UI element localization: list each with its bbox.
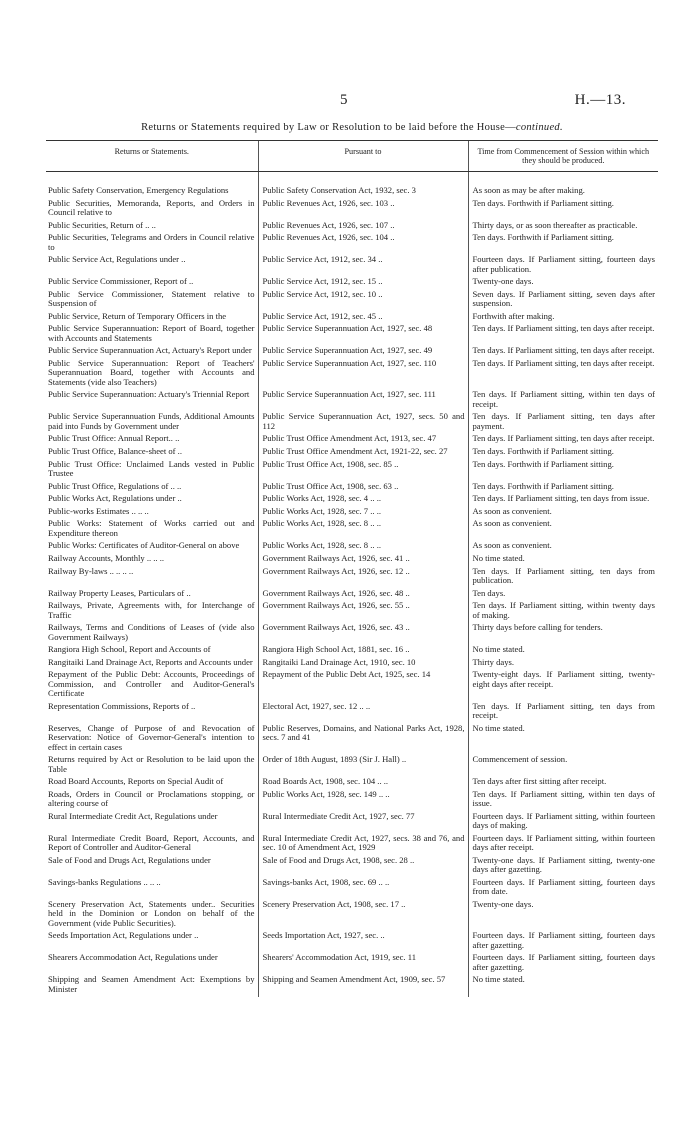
pursuant-cell: Public Service Act, 1912, sec. 15 .. (258, 277, 468, 290)
pursuant-cell: Government Railways Act, 1926, sec. 41 .. (258, 554, 468, 567)
time-cell: Ten days. (468, 589, 658, 602)
time-cell: Ten days. Forthwith if Parliament sitting. (468, 460, 658, 482)
table-row (46, 755, 658, 777)
time-cell: Ten days. If Parliament sitting, ten days from receipt. (468, 702, 658, 724)
return-cell: Public Service Superannuation: Actuary's Triennial Report (48, 389, 250, 400)
pursuant-cell: Public Reserves, Domains, and National Parks Act, 1928, secs. 7 and 41 (258, 724, 468, 755)
time-cell: No time stated. (468, 724, 658, 755)
table-row (46, 777, 658, 790)
time-cell: Ten days. Forthwith if Parliament sitting. (468, 482, 658, 495)
pursuant-cell: Rural Intermediate Credit Act, 1927, secs. 38 and 76, and sec. 10 of Amendment Act, 1929 (258, 834, 468, 856)
table-row (46, 255, 658, 277)
table-row (46, 790, 658, 812)
pursuant-cell: Public Service Act, 1912, sec. 10 .. (258, 290, 468, 312)
pursuant-cell: Rural Intermediate Credit Act, 1927, sec. 77 (258, 812, 468, 834)
time-cell: Forthwith after making. (468, 312, 658, 325)
time-cell: Ten days. If Parliament sitting, within twenty days of making. (468, 601, 658, 623)
return-cell: Public Service Commissioner, Statement relative to Suspension of (48, 288, 255, 309)
return-cell: Roads, Orders in Council or Proclamations stopping, or altering course of (48, 788, 255, 809)
return-cell: Railways, Terms and Conditions of Leases of (vide also Government Railways) (48, 622, 255, 642)
return-cell: Shipping and Seamen Amendment Act: Exemptions by Minister (48, 974, 255, 994)
table-row (46, 900, 658, 931)
time-cell: Fourteen days. If Parliament sitting, within fourteen days of making. (468, 812, 658, 834)
table-title-main: Returns or Statements required by Law or Resolution to be laid before the House— (141, 122, 516, 133)
returns-table (46, 140, 658, 997)
pursuant-cell: Seeds Importation Act, 1927, sec. .. (258, 931, 468, 953)
time-cell: Ten days. If Parliament sitting, ten days after payment. (468, 412, 658, 434)
return-cell: Returns required by Act or Resolution to be laid upon the Table (48, 754, 255, 774)
return-cell: Rural Intermediate Credit Board, Report, Accounts, and Report of Controller and Auditor-General (48, 832, 255, 853)
table-row (46, 601, 658, 623)
pursuant-cell: Government Railways Act, 1926, sec. 48 .. (258, 589, 468, 602)
table-row (46, 724, 658, 755)
pursuant-cell: Rangiora High School Act, 1881, sec. 16 .. (258, 645, 468, 658)
time-cell: Fourteen days. If Parliament sitting, fourteen days after gazetting. (468, 931, 658, 953)
time-cell: Thirty days, or as soon thereafter as practicable. (468, 221, 658, 234)
pursuant-cell: Public Safety Conservation Act, 1932, sec. 3 (258, 172, 468, 199)
time-cell: No time stated. (468, 645, 658, 658)
time-cell: As soon as convenient. (468, 519, 658, 541)
time-cell: Ten days. Forthwith if Parliament sitting. (468, 447, 658, 460)
time-cell: Ten days. Forthwith if Parliament sitting. (468, 199, 658, 221)
page-header (0, 92, 700, 114)
time-cell: Ten days after first sitting after receipt. (468, 777, 658, 790)
table-row (46, 567, 658, 589)
time-cell: Ten days. If Parliament sitting, ten days after receipt. (468, 434, 658, 447)
table-row (46, 359, 658, 390)
table-row (46, 856, 658, 878)
pursuant-cell: Scenery Preservation Act, 1908, sec. 17 .. (258, 900, 468, 931)
time-cell: No time stated. (468, 554, 658, 567)
pursuant-cell: Public Revenues Act, 1926, sec. 103 .. (258, 199, 468, 221)
time-cell: As soon as convenient. (468, 541, 658, 554)
table-row (46, 812, 658, 834)
time-cell: Fourteen days. If Parliament sitting, fourteen days after publication. (468, 255, 658, 277)
pursuant-cell: Government Railways Act, 1926, sec. 55 .. (258, 601, 468, 623)
return-cell: Public Trust Office, Regulations of .. .. (48, 480, 182, 491)
table-row (46, 447, 658, 460)
table-title (46, 122, 658, 133)
time-cell: Twenty-one days. (468, 277, 658, 290)
return-cell: Rangiora High School, Report and Accounts of (48, 644, 211, 655)
column-header-returns: Returns or Statements. (46, 141, 258, 172)
time-cell: Twenty-one days. (468, 900, 658, 931)
pursuant-cell: Rangitaiki Land Drainage Act, 1910, sec. 10 (258, 658, 468, 671)
pursuant-cell: Sale of Food and Drugs Act, 1908, sec. 28 .. (258, 856, 468, 878)
table-row (46, 460, 658, 482)
time-cell: Ten days. Forthwith if Parliament sitting. (468, 233, 658, 255)
return-cell: Repayment of the Public Debt: Accounts, Proceedings of Commission, and Controller and Auditor-General's Certificate (48, 669, 255, 699)
table-row (46, 931, 658, 953)
return-cell: Public Service Superannuation Act, Actuary's Report under (48, 345, 252, 356)
pursuant-cell: Savings-banks Act, 1908, sec. 69 .. .. (258, 878, 468, 900)
pursuant-cell: Public Trust Office Amendment Act, 1921-22, sec. 27 (258, 447, 468, 460)
table-row (46, 290, 658, 312)
return-cell: Public Trust Office: Unclaimed Lands vested in Public Trustee (48, 458, 255, 478)
return-cell: Public Securities, Return of .. .. (48, 219, 156, 230)
pursuant-cell: Road Boards Act, 1908, sec. 104 .. .. (258, 777, 468, 790)
time-cell: Fourteen days. If Parliament sitting, fourteen days from date. (468, 878, 658, 900)
return-cell: Public Securities, Telegrams and Orders in Council relative to (48, 232, 255, 252)
time-cell: Twenty-eight days. If Parliament sitting, twenty-eight days after receipt. (468, 670, 658, 701)
time-cell: Commencement of session. (468, 755, 658, 777)
return-cell: Public Service Superannuation: Report of Board, together with Accounts and Statements (48, 323, 255, 343)
return-cell: Railway Accounts, Monthly .. .. .. (48, 552, 165, 563)
time-cell: Ten days. If Parliament sitting, within ten days of issue. (468, 790, 658, 812)
pursuant-cell: Public Trust Office Act, 1908, sec. 85 .. (258, 460, 468, 482)
pursuant-cell: Public Trust Office Act, 1908, sec. 63 .. (258, 482, 468, 495)
pursuant-cell: Public Works Act, 1928, sec. 149 .. .. (258, 790, 468, 812)
pursuant-cell: Government Railways Act, 1926, sec. 43 .. (258, 623, 468, 645)
table-row (46, 233, 658, 255)
pursuant-cell: Public Revenues Act, 1926, sec. 104 .. (258, 233, 468, 255)
return-cell: Railway By-laws .. .. .. .. (48, 565, 134, 576)
table-row (46, 519, 658, 541)
column-header-time: Time from Commencement of Session within which they should be produced. (468, 141, 658, 172)
time-cell: Ten days. If Parliament sitting, ten days from publication. (468, 567, 658, 589)
table-row (46, 390, 658, 412)
pursuant-cell: Public Works Act, 1928, sec. 7 .. .. (258, 507, 468, 520)
table-row (46, 645, 658, 658)
time-cell: Fourteen days. If Parliament sitting, fourteen days after gazetting. (468, 953, 658, 975)
time-cell: Thirty days before calling for tenders. (468, 623, 658, 645)
pursuant-cell: Public Trust Office Amendment Act, 1913, sec. 47 (258, 434, 468, 447)
pursuant-cell: Public Service Superannuation Act, 1927, sec. 49 (258, 346, 468, 359)
return-cell: Representation Commissions, Reports of .. (48, 700, 196, 711)
table-row (46, 554, 658, 567)
pursuant-cell: Public Service Act, 1912, sec. 34 .. (258, 255, 468, 277)
return-cell: Public Service Commissioner, Report of .. (48, 276, 194, 287)
pursuant-cell: Public Service Superannuation Act, 1927, sec. 48 (258, 324, 468, 346)
return-cell: Public Trust Office, Balance-sheet of .. (48, 445, 182, 456)
return-cell: Public Service, Return of Temporary Officers in the (48, 310, 227, 321)
return-cell: Seeds Importation Act, Regulations under .. (48, 930, 199, 941)
return-cell: Railway Property Leases, Particulars of .. (48, 587, 191, 598)
return-cell: Savings-banks Regulations .. .. .. (48, 876, 161, 887)
return-cell: Public Works: Certificates of Auditor-General on above (48, 540, 240, 551)
table-row (46, 412, 658, 434)
return-cell: Road Board Accounts, Reports on Special Audit of (48, 776, 224, 787)
table-row (46, 670, 658, 701)
return-cell: Public Works: Statement of Works carried out and Expenditure thereon (48, 518, 255, 538)
pursuant-cell: Public Service Superannuation Act, 1927, secs. 50 and 112 (258, 412, 468, 434)
return-cell: Rangitaiki Land Drainage Act, Reports and Accounts under (48, 656, 253, 667)
table-row (46, 702, 658, 724)
time-cell: Ten days. If Parliament sitting, ten days from issue. (468, 494, 658, 507)
pursuant-cell: Public Service Superannuation Act, 1927, sec. 111 (258, 390, 468, 412)
pursuant-cell: Shearers' Accommodation Act, 1919, sec. 11 (258, 953, 468, 975)
return-cell: Sale of Food and Drugs Act, Regulations under (48, 854, 211, 865)
time-cell: Thirty days. (468, 658, 658, 671)
time-cell: As soon as convenient. (468, 507, 658, 520)
time-cell: Ten days. If Parliament sitting, within ten days of receipt. (468, 390, 658, 412)
pursuant-cell: Public Works Act, 1928, sec. 8 .. .. (258, 519, 468, 541)
pursuant-cell: Public Service Superannuation Act, 1927, sec. 110 (258, 359, 468, 390)
return-cell: Public Securities, Memoranda, Reports, and Orders in Council relative to (48, 197, 255, 217)
time-cell: Seven days. If Parliament sitting, seven days after suspension. (468, 290, 658, 312)
table-row (46, 878, 658, 900)
table-row (46, 277, 658, 290)
time-cell: Fourteen days. If Parliament sitting, within fourteen days after receipt. (468, 834, 658, 856)
table-row (46, 494, 658, 507)
column-header-pursuant: Pursuant to (258, 141, 468, 172)
time-cell: Ten days. If Parliament sitting, ten days after receipt. (468, 346, 658, 359)
return-cell: Public Service Act, Regulations under .. (48, 254, 186, 265)
table-row (46, 975, 658, 997)
table-body (46, 172, 658, 998)
return-cell: Public Trust Office: Annual Report.. .. (48, 433, 180, 444)
return-cell: Railways, Private, Agreements with, for Interchange of Traffic (48, 600, 255, 620)
time-cell: Ten days. If Parliament sitting, ten days after receipt. (468, 359, 658, 390)
table-row (46, 172, 658, 199)
table-title-continued: continued. (515, 122, 563, 133)
return-cell: Rural Intermediate Credit Act, Regulations under (48, 810, 218, 821)
return-cell: Public Works Act, Regulations under .. (48, 493, 182, 504)
return-cell: Shearers Accommodation Act, Regulations under (48, 952, 218, 963)
pursuant-cell: Government Railways Act, 1926, sec. 12 .. (258, 567, 468, 589)
pursuant-cell: Public Works Act, 1928, sec. 4 .. .. (258, 494, 468, 507)
return-cell: Public Service Superannuation Funds, Additional Amounts paid into Funds by Government under (48, 411, 255, 431)
return-cell: Public Safety Conservation, Emergency Regulations (48, 185, 229, 195)
pursuant-cell: Public Service Act, 1912, sec. 45 .. (258, 312, 468, 325)
return-cell: Public-works Estimates .. .. .. (48, 505, 149, 516)
table-row (46, 324, 658, 346)
time-cell: As soon as may be after making. (468, 172, 658, 199)
return-cell: Reserves, Change of Purpose of and Revocation of Reservation: Notice of Governor-General's intention to effect in certain cases (48, 722, 255, 752)
pursuant-cell: Shipping and Seamen Amendment Act, 1909, sec. 57 (258, 975, 468, 997)
pursuant-cell: Public Revenues Act, 1926, sec. 107 .. (258, 221, 468, 234)
table-row (46, 953, 658, 975)
table-row (46, 623, 658, 645)
pursuant-cell: Order of 18th August, 1893 (Sir J. Hall) .. (258, 755, 468, 777)
pursuant-cell: Public Works Act, 1928, sec. 8 .. .. (258, 541, 468, 554)
table-row (46, 834, 658, 856)
time-cell: Twenty-one days. If Parliament sitting, twenty-one days after gazetting. (468, 856, 658, 878)
return-cell: Scenery Preservation Act, Statements under.. Securities held in the Dominion or London on behalf of the Government (vide Public Securities). (48, 898, 255, 928)
time-cell: Ten days. If Parliament sitting, ten days after receipt. (468, 324, 658, 346)
pursuant-cell: Repayment of the Public Debt Act, 1925, sec. 14 (258, 670, 468, 701)
table-row (46, 199, 658, 221)
pursuant-cell: Electoral Act, 1927, sec. 12 .. .. (258, 702, 468, 724)
time-cell: No time stated. (468, 975, 658, 997)
document-reference: H.—13. (574, 92, 626, 108)
page-number: 5 (340, 92, 348, 108)
return-cell: Public Service Superannuation: Report of Teachers' Superannuation Board, together with Accounts and Statements (vide also Teachers) (48, 357, 255, 387)
table-header-row (46, 141, 658, 172)
